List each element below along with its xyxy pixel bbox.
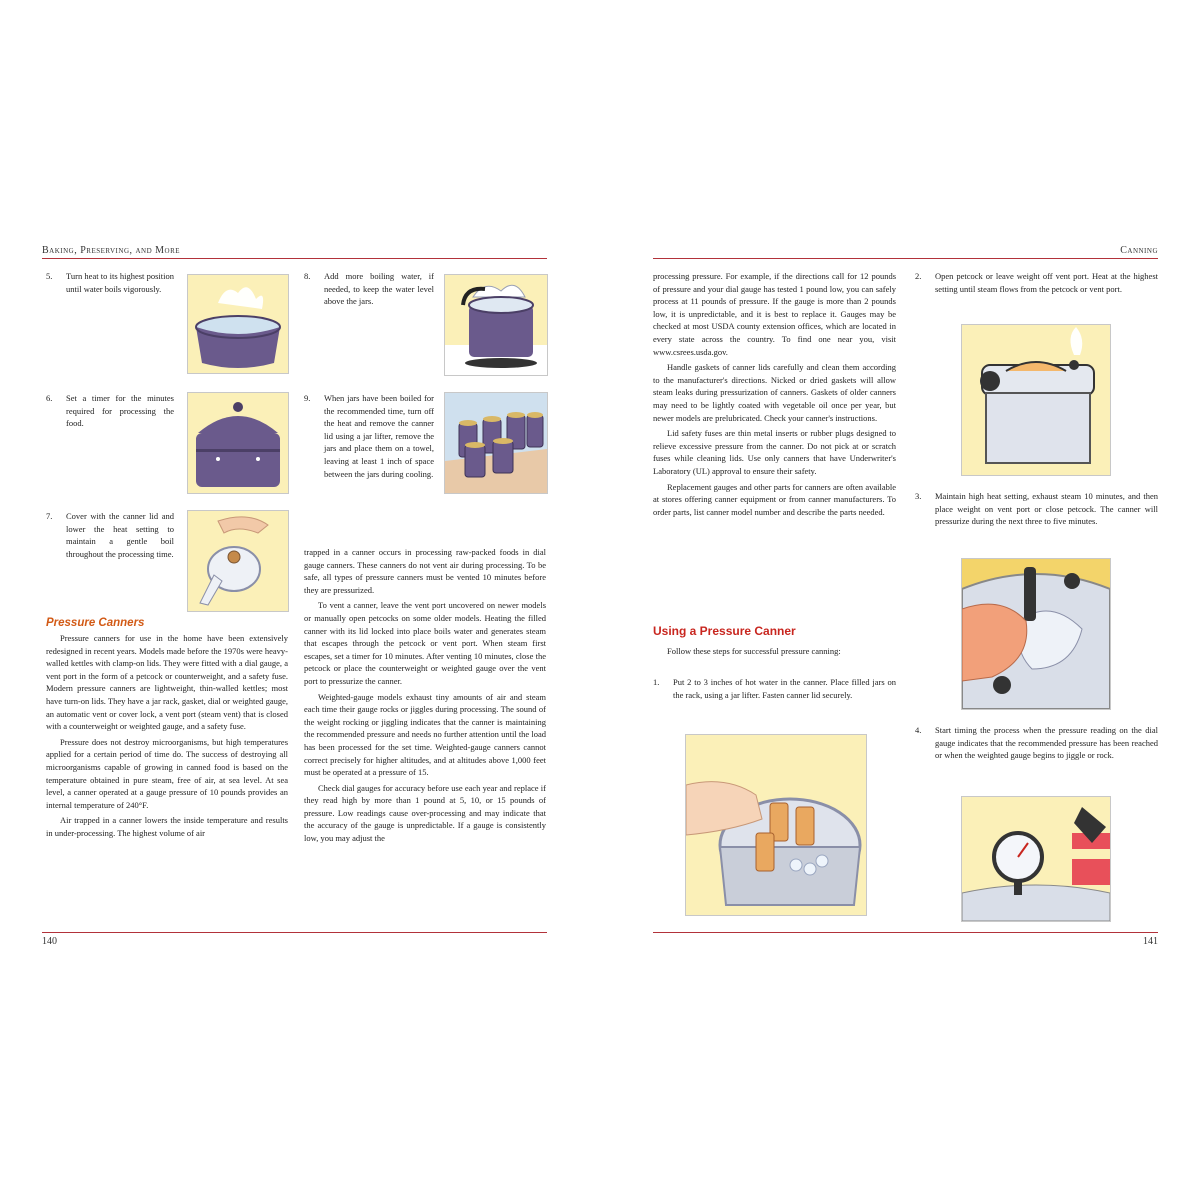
running-head-left [42,244,547,259]
step-number: 1. [653,677,660,687]
figure-adding-water [444,274,548,376]
running-head-text: Baking, Preserving, and More [42,245,181,256]
paragraph: Check dial gauges for accuracy before use each year and replace if they read high by more than 1 pound at 5, 10, or 15 pounds of pressure. Low readings cause over-processing and may indicate that the accuracy of the gauge is unpredictable. If a gauge is consistently low, you may adjust the [304,782,546,844]
step-number: 6. [46,393,53,403]
step-number: 3. [915,491,922,501]
step-text: Open petcock or leave weight off vent port. Heat at the highest setting until steam flows from the petcock or vent port. [935,271,1158,294]
step-text: Add more boiling water, if needed, to keep the water level above the jars. [324,271,434,307]
paragraph: Replacement gauges and other parts for canners are often available at stores offering canner equipment or from canner manufacturers. To order parts, list canner model number and describe the parts needed. [653,481,896,517]
right-page [653,244,1158,949]
paragraph: To vent a canner, leave the vent port uncovered on newer models or manually open petcocks on some older models. Heating the filled canner with its lid locked into place boils water and generates steam that escapes through the petcock or vent port. When steam first escapes, set a timer for 10 minutes. After venting 10 minutes, close the petcock or place the counterweight or weighted gauge over the vent port to pressurize the canner. [304,600,546,686]
figure-boiling-pot [187,274,289,374]
running-head-text: Canning [1120,245,1158,256]
step-text: Maintain high heat setting, exhaust steam 10 minutes, and then place weight on vent port or close petcock. The canner will pressurize during the next three to five minutes. [935,491,1158,527]
figure-placing-weight [961,558,1111,710]
step-text: Cover with the canner lid and lower the heat setting to maintain a gentle boil throughout the processing time. [66,511,174,559]
paragraph: Lid safety fuses are thin metal inserts or rubber plugs designed to relieve excessive pressure from the canner. Do not pick at or scratch fuses while cleaning lids. Use only canners that have Underwriter's Laboratory (UL) approval to ensure their safety. [653,428,896,476]
step-number: 8. [304,271,311,281]
running-head-right [653,244,1158,259]
section-heading-using-pressure-canner: Using a Pressure Canner [653,624,796,638]
step-text: When jars have been boiled for the recommended time, turn off the heat and remove the canner lid using a jar lifter, remove the jars and place them on a towel, leaving at least 1 inch of space between the jars during cooling. [324,393,434,479]
left-column-text [653,270,896,610]
step-number: 4. [915,725,922,735]
figure-loading-jars [685,734,867,916]
step-number: 9. [304,393,311,403]
paragraph: Pressure does not destroy microorganisms, but high temperatures applied for a certain period of time do. The success of destroying all microorganisms capable of growing in canned food is based on the temperature obtained in pure steam, free of air, at sea level. At sea level, a canner operated at a gauge pressure of 10 pounds provides an internal temperature of 240°F. [46,736,288,810]
footer-rule [42,932,547,933]
right-column-text [304,546,546,932]
paragraph: trapped in a canner occurs in processing raw-packed foods in dial gauge canners. These canners do not vent air during processing. To be safe, all types of pressure canners must be vented 10 minutes before they are pressurized. [304,547,546,595]
step-text: Turn heat to its highest position until water boils vigorously. [66,271,174,294]
paragraph: Follow these steps for successful pressure canning: [667,646,841,656]
paragraph: Air trapped in a canner lowers the inside temperature and results in under-processing. The highest volume of air [46,815,288,838]
page-number: 140 [42,936,57,947]
left-column-text [46,632,288,932]
figure-jars-on-towel [444,392,548,494]
paragraph: Handle gaskets of canner lids carefully and clean them according to the manufacturer's directions. Nicked or dried gaskets will allow steam leaks during pressurization of canners. Gaskets of older canners may need to be lightly coated with vegetable oil once per year, but newer models are prelubricated. Check your canner's instructions. [653,362,896,423]
paragraph: Weighted-gauge models exhaust tiny amounts of air and steam each time their gauge rocks or jiggles during processing. The sound of the weight rocking or jiggling indicates that the canner is maintaining the recommended pressure and needs no further attention until the load has been processed for the set time. Weighted-gauge canners cannot correct precisely for higher altitudes, and at altitudes above 1,000 feet must be operated at a pressure of 15. [304,691,546,778]
figure-venting-canner [961,324,1111,476]
step-text: Start timing the process when the pressure reading on the dial gauge indicates that the recommended pressure has been reached or when the weighted gauge begins to jiggle or rock. [935,725,1158,761]
section-heading-pressure-canners: Pressure Canners [46,617,145,629]
intro-text [653,645,896,661]
figure-dial-gauge [961,796,1111,922]
figure-covered-canner [187,392,289,494]
step-text: Put 2 to 3 inches of hot water in the canner. Place filled jars on the rack, using a jar lifter. Fasten canner lid securely. [673,677,896,700]
step-number: 7. [46,511,53,521]
step-text: Set a timer for the minutes required for processing the food. [66,393,174,429]
page-number: 141 [1143,936,1158,947]
step-number: 2. [915,271,922,281]
paragraph: Pressure canners for use in the home have been extensively redesigned in recent years. Models made before the 1970s were heavy-walled kettles with clamp-on lids. They were fitted with a dial gauge, a vent port in the form of a petcock or counterweight, and a safety fuse. Modern pressure canners are lightweight, thin-walled kettles; most have turn-on lids. They have a jar rack, gasket, dial or weighted gauge, an automatic vent or cover lock, a vent port (steam vent) that is closed with a counterweight or weighted gauge, and a safety fuse. [46,633,288,732]
paragraph: processing pressure. For example, if the directions call for 12 pounds of pressure and your dial gauge has tested 1 pound low, you can safely process at 11 pounds of pressure. If the gauge is more than 2 pounds low, it is unpredictable, and it is best to replace it. Gauges may be checked at most USDA county extension offices, which are located in every state across the country. To find one near you, visit www.csrees.usda.gov. [653,271,896,357]
left-page [42,244,547,949]
step-number: 5. [46,271,53,281]
footer-rule [653,932,1158,933]
figure-hand-kettle [187,510,289,612]
